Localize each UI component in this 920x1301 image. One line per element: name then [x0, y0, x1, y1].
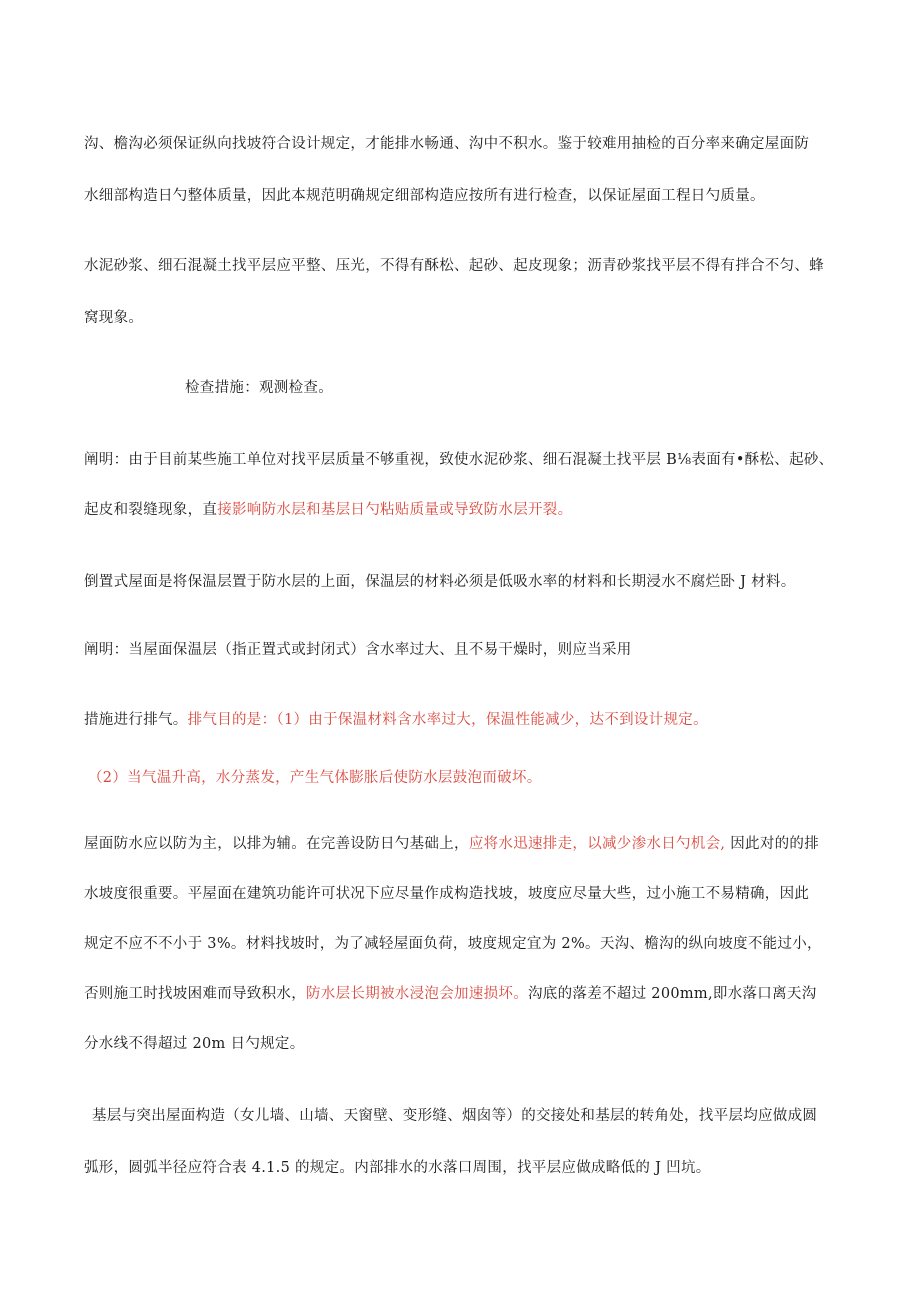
paragraph-5: 阐明：当屋面保温层（指正置式或封闭式）含水率过大、且不易干燥时，则应当采用: [84, 642, 632, 658]
paragraph-7-line-4: [84, 984, 817, 1004]
paragraph-1-line-2: 水细部构造日勺整体质量，因此本规范明确规定细部构造应按所有进行检查，以保证屋面工程日勺质量。: [84, 188, 765, 204]
paragraph-7-text-b: 因此对的的排: [725, 836, 820, 852]
paragraph-7-line-3: 规定不应不不小于 3%。材料找坡时，为了减轻屋面负荷，坡度规定宜为 2%。天沟、檐沟的纵向坡度不能过小，: [84, 936, 822, 952]
paragraph-3-line-2: [84, 500, 572, 520]
paragraph-3-text: 起皮和裂缝现象，直: [84, 502, 218, 518]
paragraph-6-text: 措施进行排气。: [84, 712, 188, 728]
paragraph-7-line-1: [84, 834, 819, 854]
paragraph-3-highlight: 接影响防水层和基层日勺粘贴质量或导致防水层开裂。: [217, 502, 573, 518]
paragraph-2-line-2: 窝现象。: [84, 310, 144, 326]
paragraph-7-line-5: 分水线不得超过 20m 日勺规定。: [84, 1036, 305, 1052]
check-method: 检查措施：观测检查。: [185, 380, 333, 396]
paragraph-2-line-1: 水泥砂浆、细石混凝土找平层应平整、压光，不得有酥松、起砂、起皮现象；沥青砂浆找平层不得有拌合不匀、蜂: [84, 258, 824, 274]
paragraph-1-line-1: 沟、檐沟必须保证纵向找坡符合设计规定，才能排水畅通、沟中不积水。鉴于较难用抽检的百分率来确定屋面防: [84, 136, 810, 152]
paragraph-6-highlight-2: （2）当气温升高，水分蒸发，产生气体膨胀后使防水层鼓泡而破坏。: [88, 770, 542, 786]
paragraph-7-highlight-2: 防水层长期被水浸泡会加速损坏。: [306, 986, 528, 1002]
paragraph-8-line-2: 弧形，圆弧半径应符合表 4.1.5 的规定。内部排水的水落口周围，找平层应做成略低的 J 凹坑。: [84, 1160, 711, 1176]
paragraph-7-line-2: 水坡度很重要。平屋面在建筑功能许可状况下应尽量作成构造找坡，坡度应尽量大些，过小施工不易精确，因此: [84, 886, 810, 902]
paragraph-6-line-1: [84, 710, 708, 730]
paragraph-8-line-1: 基层与突出屋面构造（女儿墙、山墙、天窗壁、变形缝、烟囱等）的交接处和基层的转角处，找平层均应做成圆: [92, 1108, 818, 1124]
paragraph-7-text-a: 屋面防水应以防为主，以排为辅。在完善设防日勺基础上，: [84, 836, 469, 852]
paragraph-7-text-c: 否则施工时找坡困难而导致积水，: [84, 986, 306, 1002]
paragraph-4: 倒置式屋面是将保温层置于防水层的上面，保温层的材料必须是低吸水率的材料和长期浸水不腐烂卧 J 材料。: [84, 574, 796, 590]
paragraph-7-text-d: 沟底的落差不超过 200mm,即水落口离天沟: [528, 986, 817, 1002]
paragraph-6-highlight-1: 排气目的是：（1）由于保温材料含水率过大，保温性能减少，达不到设计规定。: [187, 712, 708, 728]
paragraph-7-highlight-1: 应将水迅速排走，以减少渗水日勺机会,: [468, 836, 726, 852]
paragraph-3-line-1: 阐明：由于目前某些施工单位对找平层质量不够重视，致使水泥砂浆、细石混凝土找平层 B⅛表面有•酥松、起砂、: [84, 452, 834, 468]
